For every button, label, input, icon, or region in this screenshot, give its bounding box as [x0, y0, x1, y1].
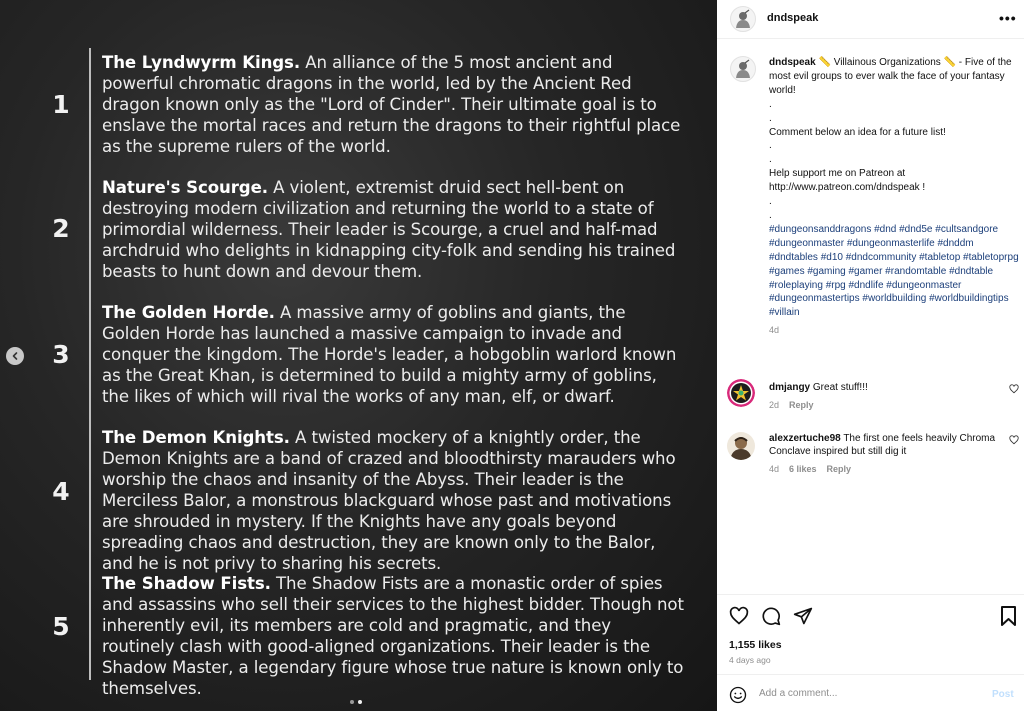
avatar[interactable] [730, 6, 756, 32]
comment-text: The first one feels heavily Chroma Conclave inspired but still dig it [769, 433, 996, 457]
avatar-icon [727, 379, 755, 407]
caption-line: . [769, 140, 772, 152]
divider [717, 38, 1024, 39]
entry-description: A massive army of goblins and giants, the Golden Horde has launched a massive campaign to invade and conquer the kingdom. The Horde's leader, a hobgoblin warlord known as the Great Khan, is determined to build a mighty army of goblins, the likes of which will rival the works of any man, elf, or dwarf. [102, 303, 677, 406]
carousel-dot [350, 700, 354, 704]
entry-title: Nature's Scourge. [102, 178, 268, 197]
entry-number: 2 [52, 214, 70, 243]
caption-line: . [769, 112, 772, 124]
caption-avatar[interactable] [730, 56, 756, 82]
entry-description: A violent, extremist druid sect hell-bent on destroying modern civilization and returning the world to a state of primordial wilderness. Their leader is Scourge, a cruel and half-mad archdruid who delights in kidnapping city-folk and sending his trained beasts to hunt down and devour them. [102, 178, 676, 281]
comment-likes[interactable]: 6 likes [789, 464, 817, 474]
avatar[interactable] [727, 432, 755, 460]
post-time-ago: 4 days ago [729, 655, 771, 665]
share-send-icon[interactable] [793, 606, 813, 626]
entry-number: 1 [52, 90, 70, 119]
comment-text: Great stuff!!! [812, 382, 868, 393]
chevron-left-icon [10, 351, 20, 361]
post-comment-button[interactable]: Post [992, 689, 1014, 700]
post-actions [729, 606, 813, 626]
entry-text [102, 177, 687, 282]
carousel-dot-active [358, 700, 362, 704]
comment-time: 2d [769, 400, 780, 410]
carousel-indicator [350, 700, 362, 704]
post-side-panel [717, 0, 1024, 711]
post-header [717, 0, 1024, 38]
save-bookmark-button[interactable] [1000, 606, 1017, 631]
bookmark-icon [1000, 606, 1017, 626]
comment-bubble-icon[interactable] [761, 606, 781, 626]
caption-username[interactable]: dndspeak [769, 57, 816, 68]
entry-text [102, 302, 687, 407]
header-username[interactable]: dndspeak [767, 12, 819, 24]
comment-time: 4d [769, 464, 780, 474]
divider [717, 674, 1024, 675]
caption-line: . [769, 209, 772, 221]
caption-time: 4d [769, 325, 780, 336]
comment-username[interactable]: alexzertuche98 [769, 433, 841, 444]
caption-line: Help support me on Patreon at http://www.patreon.com/dndspeak ! [769, 168, 926, 194]
like-heart-icon[interactable] [729, 606, 749, 626]
previous-slide-button[interactable] [6, 347, 24, 365]
entry-description: An alliance of the 5 most ancient and powerful chromatic dragons in the world, led by the Ancient Red dragon known only as the "Lord of Cinder". Their ultimate goal is to enslave the mortal races and return the dragons to their rightful place as the supreme rulers of the world. [102, 53, 681, 156]
emoji-icon[interactable] [729, 686, 747, 704]
entry-text [102, 573, 687, 699]
caption-hashtags[interactable]: #dungeonsanddragons #dnd #dnd5e #cultsandgore #dungeonmaster #dungeonmasterlife #dnddm #dndtables #d10 #dndcommunity #tabletop #tabletoprpg #games #gaming #gamer #randomtable #dndtable #roleplaying #rpg #dndlife #dungeonmaster #dungeonmastertips #worldbuilding #worldbuildingtips #villain [769, 223, 1019, 319]
comment-username[interactable]: dmjangy [769, 382, 811, 393]
entry-number: 3 [52, 340, 70, 369]
entry-description: The Shadow Fists are a monastic order of spies and assassins who sell their services to the highest bidder. Though not inherently evil, its members are cold and pragmatic, and they routinely clash with good-aligned organizations. Their leader is the Shadow Master, a legendary figure whose true nature is known only to themselves. [102, 574, 684, 698]
divider [717, 594, 1024, 595]
entry-title: The Demon Knights. [102, 428, 290, 447]
like-comment-heart-icon[interactable] [1009, 384, 1019, 394]
caption-line: . [769, 98, 772, 110]
entry-text [102, 427, 687, 574]
caption-line: Comment below an idea for a future list! [769, 126, 946, 138]
entry-text [102, 52, 687, 157]
add-comment-input[interactable] [759, 688, 969, 699]
entry-number: 5 [52, 612, 70, 641]
reply-button[interactable]: Reply [826, 464, 852, 474]
entry-title: The Lyndwyrm Kings. [102, 53, 301, 72]
like-comment-heart-icon[interactable] [1009, 435, 1019, 445]
entry-number: 4 [52, 477, 70, 506]
entry-title: The Shadow Fists. [102, 574, 271, 593]
post-caption [769, 56, 1019, 338]
caption-line: . [769, 154, 772, 166]
divider-line [89, 48, 91, 680]
caption-line: 📏 Villainous Organizations 📏 - Five of the most evil groups to ever walk the face of your fantasy world! [769, 57, 1015, 96]
likes-count[interactable]: 1,155 likes [729, 639, 782, 651]
add-comment-bar [729, 686, 1019, 706]
knight-avatar-icon [733, 9, 753, 29]
reply-button[interactable]: Reply [789, 400, 814, 410]
entry-description: A twisted mockery of a knightly order, the Demon Knights are a band of crazed and bloodthirsty marauders who worship the chaos and insanity of the Abyss. Their leader is the Merciless Balor, a monstrous blackguard whose past and motivations are shrouded in mystery. If the Knights have any goals beyond spreading chaos and destruction, they are known only to the Balor, and he is not privy to sharing his secrets. [102, 428, 676, 573]
avatar[interactable] [727, 379, 755, 407]
entry-title: The Golden Horde. [102, 303, 275, 322]
avatar-icon [727, 432, 755, 460]
more-options-icon[interactable]: ••• [999, 10, 1017, 26]
knight-avatar-icon [733, 59, 753, 79]
caption-line: . [769, 196, 772, 208]
